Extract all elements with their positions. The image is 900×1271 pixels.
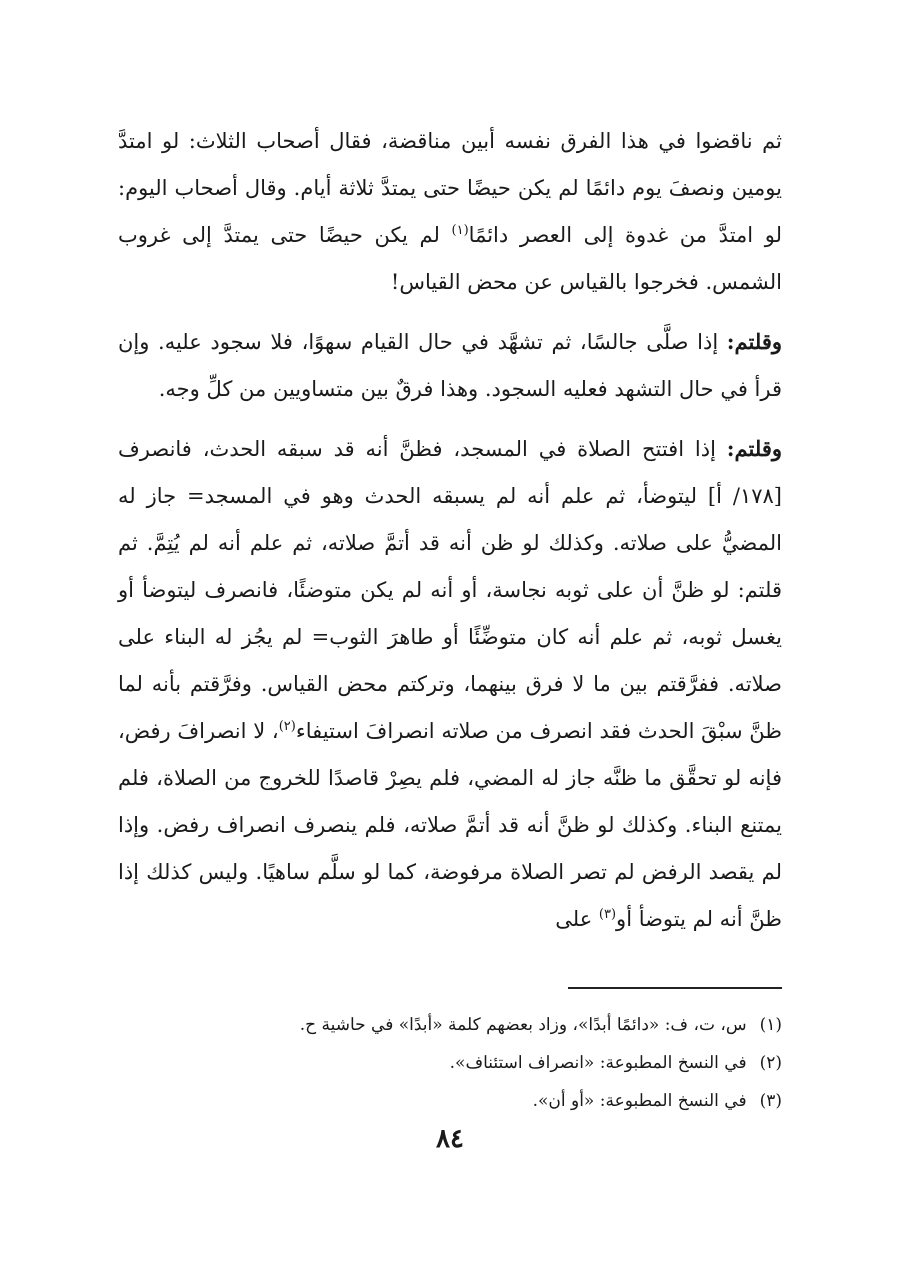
paragraph-3-text-cont: ، لا انصرافَ رفض، فإنه لو تحقَّق ما ظنَّه جاز له المضي، فلم يصِرْ قاصدًا للخروج من الصلاة، فلم يمتنع البناء. وكذلك لو ظنَّ أنه قد أتمَّ صلاته، فلم ينصرف انصراف رفض. وإذا لم يقصد الرفض لم تصر الصلاة مرفوضة، كما لو سلَّم ساهيًا. وليس كذلك إذا ظنَّ أنه لم يتوضأ أو (118, 719, 782, 931)
footnote-2 (118, 1044, 782, 1082)
footnote-1 (118, 1006, 782, 1044)
paragraph-2 (118, 318, 782, 413)
main-text (118, 118, 782, 943)
paragraph-1-text: ثم ناقضوا في هذا الفرق نفسه أبين مناقضة، فقال أصحاب الثلاث: لو امتدَّ يومين ونصفَ يوم دائمًا لم يكن حيضًا حتى يمتدَّ ثلاثة أيام. وقال أصحاب اليوم: لو امتدَّ من غدوة إلى العصر دائمًا (118, 129, 782, 247)
footnote-ref-3: (٣) (598, 907, 617, 922)
footnote-text: في النسخ المطبوعة: «أو أن». (532, 1091, 747, 1111)
page-number: ٨٤ (436, 1124, 464, 1154)
paragraph-2-lead: وقلتم: (726, 329, 782, 354)
paragraph-3-text-end: على (555, 907, 599, 931)
footnote-ref-2: (٢) (278, 719, 296, 734)
footnotes (118, 1006, 782, 1120)
footnote-ref-1: (١) (451, 223, 469, 238)
footnote-3 (118, 1082, 782, 1120)
paragraph-3 (118, 425, 782, 943)
footnote-divider (568, 987, 782, 989)
paragraph-1 (118, 118, 782, 306)
footnote-text: في النسخ المطبوعة: «انصراف استئناف». (449, 1053, 747, 1073)
footnote-number: (٢) (759, 1053, 782, 1073)
paragraph-3-text: إذا افتتح الصلاة في المسجد، فظنَّ أنه قد سبقه الحدث، فانصرف [١٧٨/ أ] ليتوضأ، ثم علم أنه لم يسبقه الحدث وهو في المسجد= جاز له المضيُّ على صلاته. وكذلك لو ظن أنه قد أتمَّ صلاته، ثم علم أنه لم يُتِمَّ. ثم قلتم: لو ظنَّ أن على ثوبه نجاسة، أو أنه لم يكن متوضئًا، فانصرف ليتوضأ أو يغسل ثوبه، ثم علم أنه كان متوضِّئًا أو طاهرَ الثوب= لم يجُز له البناء على صلاته. ففرَّقتم بين ما لا فرق بينهما، وتركتم محض القياس. وفرَّقتم بأنه لما ظنَّ سبْقَ الحدث فقد انصرف من صلاته انصرافَ استيفاء (118, 437, 783, 743)
paragraph-1-text-cont: لم يكن حيضًا حتى يمتدَّ إلى غروب الشمس. فخرجوا بالقياس عن محض القياس! (118, 223, 782, 294)
footnote-number: (١) (759, 1015, 782, 1035)
footnote-text: س، ت، ف: «دائمًا أبدًا»، وزاد بعضهم كلمة «أبدًا» في حاشية ح. (299, 1015, 747, 1035)
footnote-number: (٣) (759, 1091, 782, 1111)
paragraph-3-lead: وقلتم: (726, 436, 782, 461)
paragraph-2-text: إذا صلَّى جالسًا، ثم تشهَّد في حال القيام سهوًا، فلا سجود عليه. وإن قرأ في حال التشهد فعليه السجود. وهذا فرقٌ بين متساويين من كلِّ وجه. (118, 330, 782, 401)
